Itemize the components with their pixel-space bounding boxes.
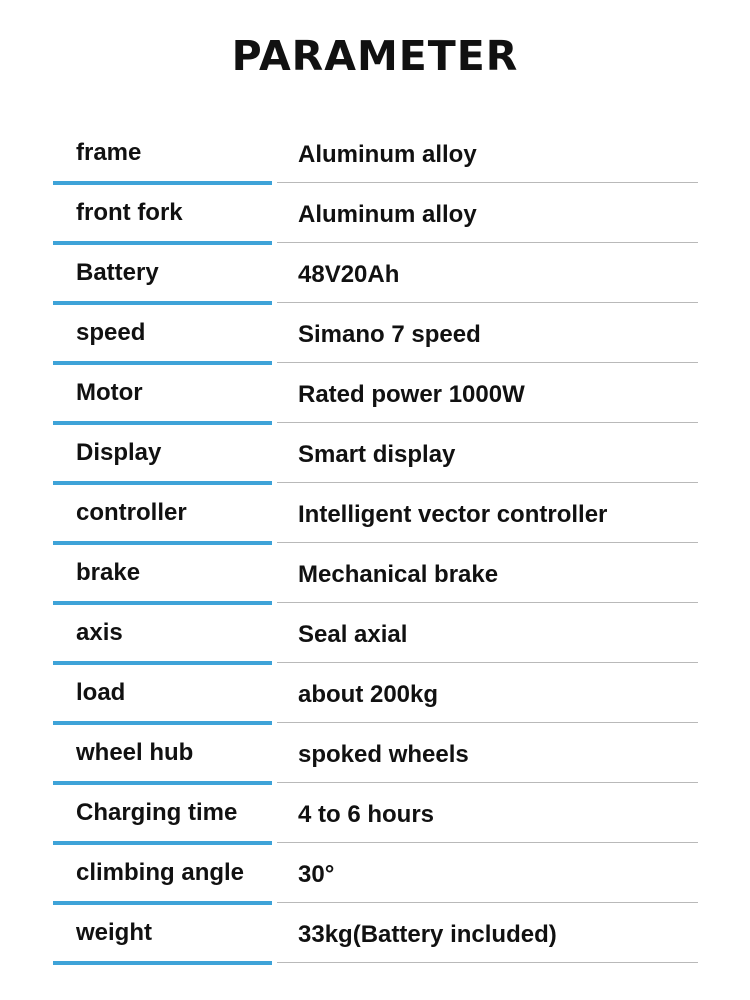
value-divider bbox=[277, 662, 698, 663]
value-divider bbox=[277, 182, 698, 183]
row-label: climbing angle bbox=[76, 859, 245, 886]
row-label: Charging time bbox=[76, 799, 238, 826]
row-label: load bbox=[76, 679, 126, 706]
table-row bbox=[53, 545, 698, 605]
row-value: Seal axial bbox=[298, 621, 408, 648]
label-underline bbox=[53, 961, 272, 965]
row-label: weight bbox=[76, 919, 152, 946]
row-value: Intelligent vector controller bbox=[298, 501, 608, 528]
value-divider bbox=[277, 602, 698, 603]
value-divider bbox=[277, 542, 698, 543]
row-value: spoked wheels bbox=[298, 741, 469, 768]
row-value: Aluminum alloy bbox=[298, 201, 477, 228]
value-divider bbox=[277, 362, 698, 363]
row-label: brake bbox=[76, 559, 141, 586]
row-value: Smart display bbox=[298, 441, 456, 468]
value-divider bbox=[277, 842, 698, 843]
table-row bbox=[53, 365, 698, 425]
table-row bbox=[53, 905, 698, 965]
table-row bbox=[53, 425, 698, 485]
value-divider bbox=[277, 482, 698, 483]
row-label: controller bbox=[76, 499, 187, 526]
row-label: Battery bbox=[76, 259, 159, 286]
row-label: Motor bbox=[76, 379, 143, 406]
value-divider bbox=[277, 962, 698, 963]
table-row bbox=[53, 485, 698, 545]
row-label: front fork bbox=[76, 199, 183, 226]
row-value: Rated power 1000W bbox=[298, 381, 525, 408]
row-value: 4 to 6 hours bbox=[298, 801, 435, 828]
table-row bbox=[53, 125, 698, 185]
row-value: 30° bbox=[298, 861, 335, 888]
row-label: Display bbox=[76, 439, 162, 466]
table-row bbox=[53, 665, 698, 725]
row-value: 33kg(Battery included) bbox=[298, 921, 557, 948]
value-divider bbox=[277, 302, 698, 303]
table-row bbox=[53, 845, 698, 905]
value-divider bbox=[277, 422, 698, 423]
row-value: about 200kg bbox=[298, 681, 439, 708]
row-label: speed bbox=[76, 319, 146, 346]
table-row bbox=[53, 605, 698, 665]
table-row bbox=[53, 185, 698, 245]
row-value: 48V20Ah bbox=[298, 261, 400, 288]
table-row bbox=[53, 725, 698, 785]
table-row bbox=[53, 245, 698, 305]
row-value: Aluminum alloy bbox=[298, 141, 477, 168]
row-label: frame bbox=[76, 139, 142, 166]
row-label: wheel hub bbox=[76, 739, 194, 766]
row-label: axis bbox=[76, 619, 123, 646]
value-divider bbox=[277, 902, 698, 903]
row-value: Simano 7 speed bbox=[298, 321, 481, 348]
value-divider bbox=[277, 722, 698, 723]
value-divider bbox=[277, 242, 698, 243]
page-title: PARAMETER bbox=[231, 32, 519, 80]
table-row bbox=[53, 305, 698, 365]
table-row bbox=[53, 785, 698, 845]
row-value: Mechanical brake bbox=[298, 561, 499, 588]
parameter-table bbox=[53, 125, 698, 965]
value-divider bbox=[277, 782, 698, 783]
